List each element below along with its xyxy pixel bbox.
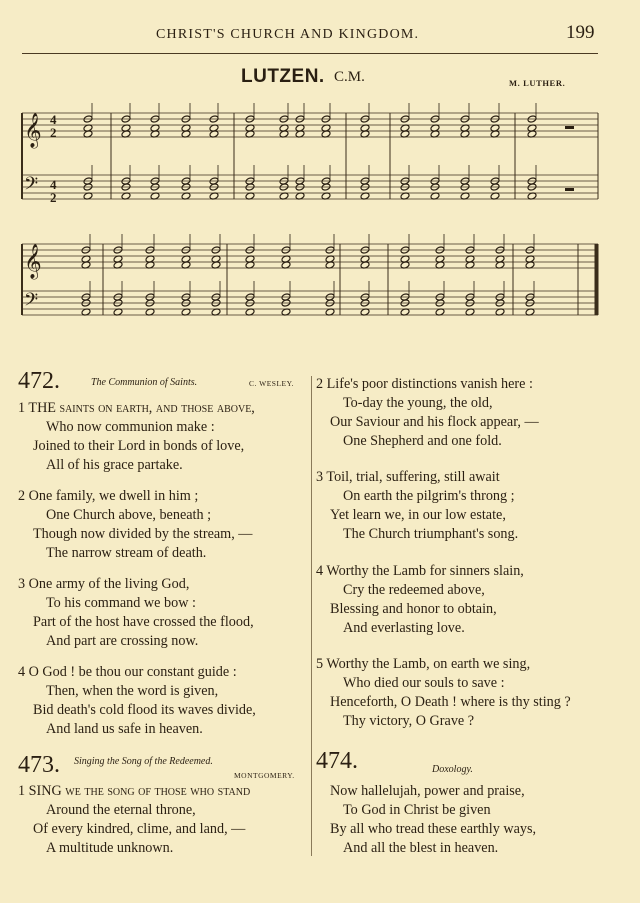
time-sig-top-bass: 4 [50,177,57,192]
hymn-473-line-3: Of every kindred, clime, and land, — [33,821,246,837]
stanza-r5-line-1: 5 Worthy the Lamb, on earth we sing, [316,656,531,672]
hymn-474-line-2: To God in Christ be given [343,802,491,818]
hymn-474-number: 474. [316,748,358,774]
stanza-r2-line-1: 2 Life's poor distinctions vanish here : [316,376,533,392]
tune-composer: M. LUTHER. [509,78,566,88]
stanza-1-line-3: Joined to their Lord in bonds of love, [33,438,245,454]
stanza-2-line-3: Though now divided by the stream, — [33,526,253,542]
hymn-473-line-2: Around the eternal throne, [46,802,196,818]
barlines [22,113,598,315]
hymn-473-title: Singing the Song of the Redeemed. [74,756,213,767]
stanza-r3-line-2: On earth the pilgrim's throng ; [343,488,515,504]
tune-name: LUTZEN. [241,66,325,87]
stanza-r3-line-4: The Church triumphant's song. [343,526,519,542]
music-score [0,0,640,360]
stanza-3-line-2: To his command we bow : [46,595,196,611]
hymn-473-line-1: 1 SING we the song of those who stand [18,783,251,799]
column-divider [311,376,312,856]
stanza-r5-line-3: Henceforth, O Death ! where is thy sting ? [330,694,571,710]
bass-clef: 𝄢 [24,290,39,315]
hymn-472-title: The Communion of Saints. [91,377,198,388]
stanza-r2-line-3: Our Saviour and his flock appear, — [330,414,539,430]
stanza-2-line-2: One Church above, beneath ; [46,507,212,523]
stanza-r4-line-4: And everlasting love. [343,620,465,636]
rest [565,126,574,129]
page-number: 199 [566,22,595,43]
staff-lines [22,113,598,315]
stanza-r5-line-4: Thy victory, O Grave ? [343,713,475,729]
rest [565,188,574,191]
stanza-4-line-3: Bid death's cold flood its waves divide, [33,702,256,718]
stanza-4-line-4: And land us safe in heaven. [46,721,203,737]
stanza-2-line-4: The narrow stream of death. [46,545,207,561]
stanza-3-line-3: Part of the host have crossed the flood, [33,614,254,630]
hymn-474-title: Doxology. [432,764,473,775]
stanza-r3-line-1: 3 Toil, trial, suffering, still await [316,469,500,485]
hymn-473-line-4: A multitude unknown. [46,840,174,856]
stanza-3-line-4: And part are crossing now. [46,633,199,649]
hymn-473-number: 473. [18,752,60,778]
stanza-r4-line-3: Blessing and honor to obtain, [330,601,497,617]
hymn-474-line-3: By all who tread these earthly ways, [330,821,537,837]
hymn-474-line-1: Now hallelujah, power and praise, [330,783,525,799]
note-heads [81,103,574,316]
treble-clef: 𝄞 [24,113,42,148]
stanza-r4-line-1: 4 Worthy the Lamb for sinners slain, [316,563,524,579]
running-head: CHRIST'S CHURCH AND KINGDOM. [156,27,420,42]
stanza-4-line-2: Then, when the word is given, [46,683,219,699]
hymn-473-author: MONTGOMERY. [234,771,295,780]
stanza-r4-line-2: Cry the redeemed above, [343,582,485,598]
hymn-472-author: C. WESLEY. [249,379,294,388]
clefs [24,113,42,315]
stanza-1-line-4: All of his grace partake. [46,457,183,473]
tune-meter: C.M. [334,69,365,85]
stanza-2-line-1: 2 One family, we dwell in him ; [18,488,199,504]
hymn-472-number: 472. [18,368,60,394]
time-sig-bottom-treble: 2 [50,125,57,140]
stanza-4-line-1: 4 O God ! be thou our constant guide : [18,664,237,680]
stanza-3-line-1: 3 One army of the living God, [18,576,190,592]
time-sig-top-treble: 4 [50,112,57,127]
stanza-r3-line-3: Yet learn we, in our low estate, [330,507,506,523]
stanza-r2-line-2: To-day the young, the old, [343,395,493,411]
stanza-r5-line-2: Who died our souls to save : [343,675,505,691]
stanza-1-line-2: Who now communion make : [46,419,215,435]
stanza-r2-line-4: One Shepherd and one fold. [343,433,502,449]
bass-clef: 𝄢 [24,174,39,199]
hymn-474-line-4: And all the blest in heaven. [343,840,499,856]
treble-clef: 𝄞 [24,244,42,279]
stanza-1-line-1: 1 THE saints on earth, and those above, [18,400,255,416]
time-sig-bottom-bass: 2 [50,190,57,205]
